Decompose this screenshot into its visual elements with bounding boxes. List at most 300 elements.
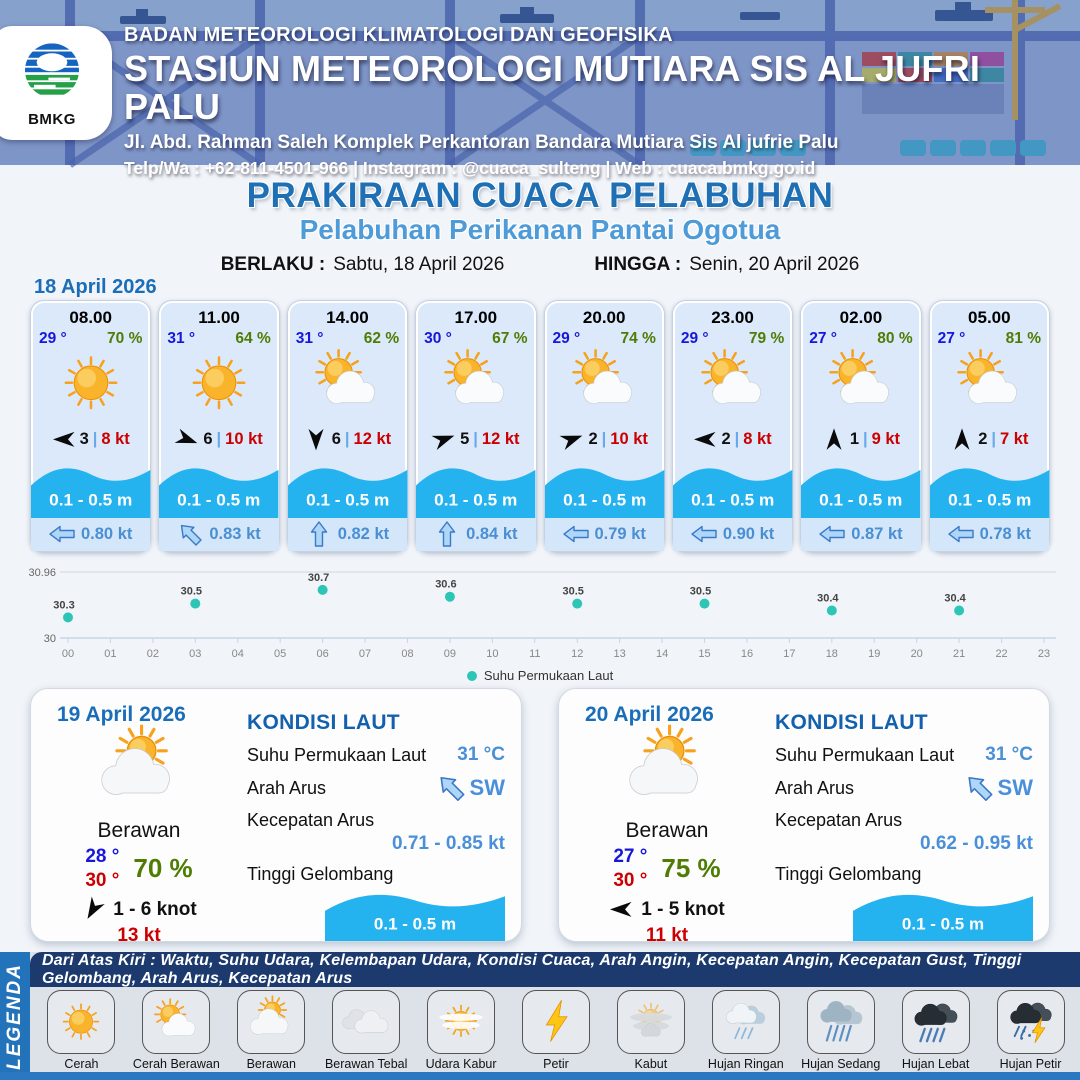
forecast-time: 05.00	[968, 308, 1011, 327]
svg-text:0.1 - 0.5 m: 0.1 - 0.5 m	[901, 914, 985, 934]
cerah-berawan-icon	[562, 350, 646, 416]
current-row	[673, 518, 792, 551]
berlaku	[221, 254, 505, 276]
legend-item-label: Cerah	[64, 1057, 99, 1071]
day-card-weather-summary	[39, 731, 239, 947]
weather-condition-icon-wrap	[31, 350, 150, 428]
sea-conditions	[247, 711, 505, 941]
svg-text:17: 17	[783, 648, 796, 660]
legend-item-label: Petir	[543, 1057, 569, 1071]
wind-direction-arrow-icon	[430, 427, 459, 453]
legend-item-label: Hujan Lebat	[901, 1057, 970, 1071]
sea-wave-height-row	[775, 864, 1033, 885]
legend-item-label: Hujan Sedang	[801, 1057, 881, 1071]
wind-row	[159, 430, 278, 449]
legend-title-bar	[0, 952, 30, 1080]
berawan-icon	[615, 731, 719, 812]
hujan-petir-icon	[1002, 999, 1060, 1044]
temp-max: 30 °	[613, 869, 648, 891]
current-row	[159, 518, 278, 551]
separator: |	[344, 430, 350, 448]
sea-sst-label: Suhu Permukaan Laut	[247, 744, 427, 765]
separator: |	[92, 430, 98, 448]
svg-text:0.1 - 0.5 m: 0.1 - 0.5 m	[434, 490, 518, 510]
current-direction-arrow-icon	[174, 518, 207, 551]
wind-direction-arrow-icon	[173, 427, 202, 453]
air-temperature: 29 °	[39, 330, 67, 347]
air-temperature: 27 °	[937, 330, 966, 347]
svg-text:12: 12	[571, 648, 584, 660]
svg-text:0.1 - 0.5 m: 0.1 - 0.5 m	[691, 490, 775, 510]
wind-row	[416, 430, 535, 449]
sea-current-direction-value: SW	[469, 775, 505, 800]
day-wind-row	[39, 899, 239, 921]
svg-text:30.3: 30.3	[53, 599, 75, 612]
temp-humidity-row	[801, 328, 920, 348]
svg-text:23: 23	[1037, 648, 1051, 660]
svg-text:30: 30	[43, 633, 56, 645]
humidity: 62 %	[363, 330, 400, 347]
bmkg-logo-icon	[16, 38, 88, 110]
current-row	[930, 518, 1049, 551]
legend-icon-box	[807, 990, 875, 1054]
temp-humidity-row	[545, 328, 664, 348]
current-direction-arrow-icon	[437, 521, 457, 547]
cerah-berawan-icon	[434, 350, 518, 416]
cerah-icon	[52, 999, 110, 1044]
svg-text:0.1 - 0.5 m: 0.1 - 0.5 m	[819, 490, 903, 510]
kabut-icon	[622, 999, 680, 1044]
svg-text:30.4: 30.4	[944, 592, 966, 605]
day-card-19-April-2026	[30, 688, 522, 946]
gust-speed: 12 kt	[353, 430, 392, 448]
legend-icon-box	[522, 990, 590, 1054]
weather-condition-icon-wrap	[159, 350, 278, 428]
wind-speed: 5	[460, 430, 470, 448]
cerah-berawan-icon	[947, 350, 1031, 416]
separator: |	[601, 430, 607, 448]
gust-speed: 10 kt	[225, 430, 263, 448]
legend-item-label: Hujan Petir	[999, 1057, 1062, 1071]
legend-icon-box	[712, 990, 780, 1054]
forecast-card-11.00	[158, 300, 279, 552]
current-direction-arrow-icon	[563, 524, 589, 544]
legend-icon-box	[142, 990, 210, 1054]
legend-item-berawan-tebal	[319, 990, 414, 1072]
air-temperature: 29 °	[680, 330, 709, 347]
svg-text:30.5: 30.5	[562, 585, 584, 598]
humidity: 80 %	[877, 330, 913, 347]
wave-height-band	[325, 889, 505, 941]
legend-item-berawan	[224, 990, 319, 1072]
wind-speed: 6	[331, 430, 341, 448]
wind-row	[288, 430, 407, 449]
forecast-card-14.00	[287, 300, 408, 552]
svg-text:0.1 - 0.5 m: 0.1 - 0.5 m	[947, 490, 1031, 510]
day-temps	[567, 845, 767, 893]
svg-text:01: 01	[104, 648, 117, 660]
weather-condition-icon-wrap	[416, 350, 535, 428]
wind-direction-arrow-icon	[52, 430, 76, 449]
svg-text:13: 13	[613, 648, 626, 660]
forecast-time: 23.00	[711, 308, 754, 327]
wave-height-band	[545, 462, 664, 518]
day-condition-icon-wrap	[567, 731, 767, 817]
weather-condition-icon-wrap	[930, 350, 1049, 428]
current-direction-arrow-icon	[960, 769, 998, 807]
wind-row	[31, 430, 150, 449]
sea-sst-value: 31 °C	[985, 744, 1033, 765]
separator: |	[734, 430, 740, 448]
sst-legend-marker-icon	[467, 671, 477, 681]
legend-item-hujan-ringan	[698, 990, 793, 1072]
forecast-card-20.00	[544, 300, 665, 552]
wind-speed: 2	[721, 430, 731, 448]
legend-item-hujan-lebat	[888, 990, 983, 1072]
cerah-icon	[177, 350, 261, 416]
forecast-cards-row	[30, 300, 1050, 552]
temp-humidity-row	[673, 328, 792, 348]
hingga	[594, 254, 859, 276]
temp-humidity-row	[31, 328, 150, 348]
temp-humidity-row	[288, 328, 407, 348]
current-row	[31, 518, 150, 551]
svg-text:30.5: 30.5	[180, 585, 203, 598]
temp-humidity-row	[416, 328, 535, 348]
air-temperature: 31 °	[295, 330, 324, 347]
petir-icon	[527, 999, 585, 1044]
header-text-block	[124, 24, 1080, 179]
current-speed: 0.80 kt	[81, 525, 133, 543]
sea-current-direction-row	[247, 775, 505, 801]
hujan-sedang-icon	[812, 999, 870, 1044]
gust-speed: 8 kt	[101, 430, 130, 448]
sea-sst-label: Suhu Permukaan Laut	[775, 744, 955, 765]
wave-height-band	[930, 462, 1049, 518]
day-humidity: 70 %	[133, 853, 193, 884]
current-direction-arrow-icon	[432, 769, 470, 807]
sea-conditions-title: KONDISI LAUT	[775, 711, 928, 734]
legend-icon-box	[902, 990, 970, 1054]
day-temps	[39, 845, 239, 893]
svg-text:0.1 - 0.5 m: 0.1 - 0.5 m	[305, 490, 389, 510]
svg-text:07: 07	[358, 648, 372, 660]
day-card-20-April-2026	[558, 688, 1050, 946]
current-speed: 0.90 kt	[722, 525, 775, 543]
separator: |	[473, 430, 478, 448]
legend-description-bar	[30, 952, 1080, 987]
sea-current-direction-value: SW	[997, 775, 1033, 800]
legend-item-hujan-petir	[983, 990, 1078, 1072]
legend-icon-box	[237, 990, 305, 1054]
berawan-icon	[87, 731, 191, 812]
wind-direction-arrow-icon	[609, 900, 633, 919]
station-address: Jl. Abd. Rahman Saleh Komplek Perkantoran Bandara Mutiara Sis Al jufrie Palu	[124, 131, 839, 153]
sea-current-speed-value: 0.71 - 0.85 kt	[391, 833, 505, 854]
svg-text:0.1 - 0.5 m: 0.1 - 0.5 m	[373, 914, 457, 934]
forecast-card-23.00	[672, 300, 793, 552]
wave-height-band	[159, 462, 278, 518]
sea-conditions	[775, 711, 1033, 941]
wind-row	[673, 430, 792, 449]
forecast-time: 17.00	[454, 308, 498, 327]
svg-text:30.5: 30.5	[689, 585, 712, 598]
svg-text:14: 14	[655, 648, 669, 660]
hujan-lebat-icon	[907, 999, 965, 1044]
legend-item-label: Cerah Berawan	[132, 1057, 220, 1071]
sea-sst-value: 31 °C	[457, 744, 505, 765]
current-direction-arrow-icon	[49, 524, 75, 544]
agency-name: BADAN METEOROLOGI KLIMATOLOGI DAN GEOFISIKA	[124, 24, 673, 46]
svg-text:30.6: 30.6	[435, 578, 457, 591]
legend-item-kabut	[603, 990, 698, 1072]
svg-text:30.7: 30.7	[307, 571, 330, 584]
forecast-time: 02.00	[839, 308, 883, 327]
legend-item-label: Hujan Ringan	[707, 1057, 784, 1071]
svg-text:19: 19	[868, 648, 881, 660]
page-subtitle: Pelabuhan Perikanan Pantai Ogotua	[299, 214, 781, 245]
hujan-ringan-icon	[717, 999, 775, 1044]
sea-wave-height-label: Tinggi Gelombang	[247, 864, 394, 884]
hingga-label: HINGGA :	[594, 254, 682, 275]
svg-text:0.1 - 0.5 m: 0.1 - 0.5 m	[177, 490, 261, 510]
current-row	[801, 518, 920, 551]
temp-humidity-row	[930, 328, 1049, 348]
gust-speed: 9 kt	[871, 430, 901, 448]
svg-text:22: 22	[995, 648, 1008, 660]
humidity: 79 %	[748, 330, 785, 347]
day-wind-row	[567, 899, 767, 921]
sea-current-speed-value: 0.62 - 0.95 kt	[919, 833, 1033, 854]
sst-chart	[20, 558, 1060, 664]
humidity: 67 %	[492, 330, 528, 347]
forecast-card-17.00	[415, 300, 536, 552]
legend-icon-box	[332, 990, 400, 1054]
weather-condition-icon-wrap	[288, 350, 407, 428]
current-speed: 0.78 kt	[979, 525, 1031, 543]
svg-text:11: 11	[529, 648, 541, 660]
wind-row	[930, 430, 1049, 449]
day-condition-label: Berawan	[97, 819, 181, 842]
legend-item-label: Udara Kabur	[425, 1057, 497, 1071]
legend-item-cerah	[34, 990, 129, 1072]
sea-wave-height-box	[325, 889, 505, 941]
wind-speed: 6	[203, 430, 213, 448]
wind-direction-arrow-icon	[824, 428, 843, 452]
sea-sst-row	[775, 744, 1033, 766]
bottom-strip	[0, 1072, 1080, 1080]
sea-current-speed-label: Kecepatan Arus	[775, 810, 903, 830]
wind-direction-arrow-icon	[953, 428, 972, 452]
forecast-date-label: 18 April 2026	[34, 276, 157, 298]
day-wind-range: 1 - 6 knot	[113, 898, 197, 920]
forecast-time: 08.00	[69, 308, 112, 327]
day-humidity: 75 %	[661, 853, 721, 884]
current-row	[416, 518, 535, 551]
berawan-tebal-icon	[337, 999, 395, 1044]
wind-direction-arrow-icon	[558, 427, 587, 453]
current-direction-arrow-icon	[819, 524, 845, 544]
current-direction-arrow-icon	[691, 524, 717, 544]
air-temperature: 27 °	[809, 330, 837, 347]
svg-text:20: 20	[910, 648, 923, 660]
temp-min: 27 °	[613, 846, 648, 867]
legend-icon-box	[47, 990, 115, 1054]
svg-text:21: 21	[953, 648, 966, 660]
header-banner	[0, 0, 1080, 178]
wave-height-band	[673, 462, 792, 518]
current-direction-arrow-icon	[948, 524, 974, 544]
legend-title: LEGENDA	[4, 962, 25, 1070]
wind-speed: 3	[79, 430, 89, 448]
day-condition-label: Berawan	[625, 819, 709, 842]
sea-current-direction-label: Arah Arus	[247, 777, 327, 798]
wind-speed: 2	[978, 430, 988, 448]
berlaku-value: Sabtu, 18 April 2026	[333, 254, 505, 275]
current-speed: 0.87 kt	[851, 525, 903, 543]
day-card-weather-summary	[567, 731, 767, 947]
current-row	[545, 518, 664, 551]
weather-condition-icon-wrap	[801, 350, 920, 428]
svg-text:15: 15	[698, 648, 711, 660]
svg-text:30.96: 30.96	[28, 567, 56, 579]
sst-chart-svg	[20, 558, 1060, 664]
wind-speed: 1	[849, 430, 859, 448]
humidity: 70 %	[107, 330, 143, 347]
legend-items-row	[34, 990, 1078, 1072]
cerah-berawan-icon	[819, 350, 903, 416]
temp-min: 28 °	[85, 846, 120, 867]
svg-text:04: 04	[231, 648, 244, 660]
sea-sst-row	[247, 744, 505, 766]
day-gust: 13 kt	[117, 924, 161, 946]
temp-humidity-row	[159, 328, 278, 348]
sea-wave-height-box	[853, 889, 1033, 941]
sst-legend-label: Suhu Permukaan Laut	[483, 668, 614, 683]
legend-item-label: Kabut	[634, 1057, 668, 1071]
temp-max: 30 °	[85, 869, 120, 891]
page-title: PRAKIRAAN CUACA PELABUHAN	[246, 176, 834, 215]
svg-text:10: 10	[486, 648, 499, 660]
svg-text:16: 16	[740, 648, 754, 660]
current-direction-arrow-icon	[309, 521, 329, 547]
legend-icon-box	[997, 990, 1065, 1054]
sea-wave-height-label: Tinggi Gelombang	[775, 864, 922, 884]
cerah-berawan-icon	[147, 999, 205, 1044]
air-temperature: 29 °	[552, 330, 581, 347]
legend-section	[0, 952, 1080, 1080]
sea-current-direction-row	[775, 775, 1033, 801]
forecast-card-08.00	[30, 300, 151, 552]
current-row	[288, 518, 407, 551]
day-condition-icon-wrap	[39, 731, 239, 817]
forecast-time: 20.00	[582, 308, 626, 327]
udara-kabur-icon	[432, 999, 490, 1044]
wave-height-band	[853, 889, 1033, 941]
separator: |	[216, 430, 222, 448]
sea-conditions-title: KONDISI LAUT	[247, 711, 400, 734]
current-speed: 0.82 kt	[337, 525, 390, 543]
gust-speed: 10 kt	[610, 430, 648, 448]
sea-current-direction-label: Arah Arus	[775, 777, 855, 798]
wind-row	[545, 430, 664, 449]
wind-speed: 2	[588, 430, 598, 448]
svg-text:06: 06	[316, 648, 329, 660]
gust-speed: 8 kt	[743, 430, 772, 448]
current-speed: 0.84 kt	[466, 525, 518, 543]
hingga-value: Senin, 20 April 2026	[689, 254, 860, 275]
current-speed: 0.79 kt	[594, 525, 646, 543]
legend-icon-box	[617, 990, 685, 1054]
forecast-card-02.00	[800, 300, 921, 552]
humidity: 74 %	[620, 330, 656, 347]
day-card-date: 20 April 2026	[585, 703, 714, 726]
forecast-card-05.00	[929, 300, 1050, 552]
wave-height-band	[288, 462, 407, 518]
weather-condition-icon-wrap	[545, 350, 664, 428]
cerah-icon	[49, 350, 133, 416]
wind-row	[801, 430, 920, 449]
gust-speed: 12 kt	[481, 430, 520, 448]
svg-text:08: 08	[401, 648, 414, 660]
svg-text:30.4: 30.4	[817, 592, 839, 605]
svg-text:00: 00	[61, 648, 75, 660]
cerah-berawan-icon	[691, 350, 775, 416]
legend-description: Dari Atas Kiri : Waktu, Suhu Udara, Kelembapan Udara, Kondisi Cuaca, Arah Angin, Kecepatan Angin, Kecepatan Gust, Tinggi Gelombang, Arah Arus, Kecepatan Arus	[42, 951, 1022, 987]
berlaku-label: BERLAKU :	[220, 254, 326, 275]
humidity: 64 %	[235, 330, 271, 347]
wind-direction-arrow-icon	[693, 430, 717, 449]
cerah-berawan-icon	[305, 350, 389, 416]
sea-current-speed-row	[775, 810, 1033, 831]
station-contact: Telp/Wa : +62-811-4501-966 | Instagram : @cuaca_sulteng | Web : cuaca.bmkg.go.id	[124, 157, 816, 178]
separator: |	[991, 430, 996, 448]
legend-item-label: Berawan	[246, 1057, 296, 1071]
legend-item-label: Berawan Tebal	[324, 1057, 408, 1071]
sea-current-speed-label: Kecepatan Arus	[247, 810, 375, 830]
humidity: 81 %	[1005, 330, 1041, 347]
weather-condition-icon-wrap	[673, 350, 792, 428]
separator: |	[863, 430, 868, 448]
svg-text:09: 09	[443, 648, 457, 660]
berawan-icon	[242, 999, 300, 1044]
svg-text:02: 02	[146, 648, 159, 660]
wind-direction-arrow-icon	[79, 894, 107, 924]
day-wind-range: 1 - 5 knot	[641, 898, 725, 920]
svg-text:0.1 - 0.5 m: 0.1 - 0.5 m	[562, 490, 646, 510]
sst-chart-legend	[0, 668, 1080, 683]
day-gust: 11 kt	[645, 924, 689, 946]
bmkg-logo-text: BMKG	[28, 111, 76, 128]
gust-speed: 7 kt	[1000, 430, 1029, 448]
sea-current-speed-row	[247, 810, 505, 831]
wave-height-band	[31, 462, 150, 518]
current-speed: 0.83 kt	[209, 525, 261, 543]
wave-height-band	[801, 462, 920, 518]
forecast-time: 11.00	[198, 308, 240, 327]
air-temperature: 30 °	[424, 330, 452, 347]
forecast-time: 14.00	[326, 308, 369, 327]
air-temperature: 31 °	[167, 330, 196, 347]
legend-item-cerah-berawan	[129, 990, 224, 1072]
svg-text:05: 05	[274, 648, 287, 660]
validity-row	[0, 254, 1080, 276]
svg-text:18: 18	[825, 648, 838, 660]
wind-direction-arrow-icon	[306, 428, 325, 452]
sea-wave-height-row	[247, 864, 505, 885]
svg-text:0.1 - 0.5 m: 0.1 - 0.5 m	[49, 490, 133, 510]
legend-item-petir	[509, 990, 604, 1072]
